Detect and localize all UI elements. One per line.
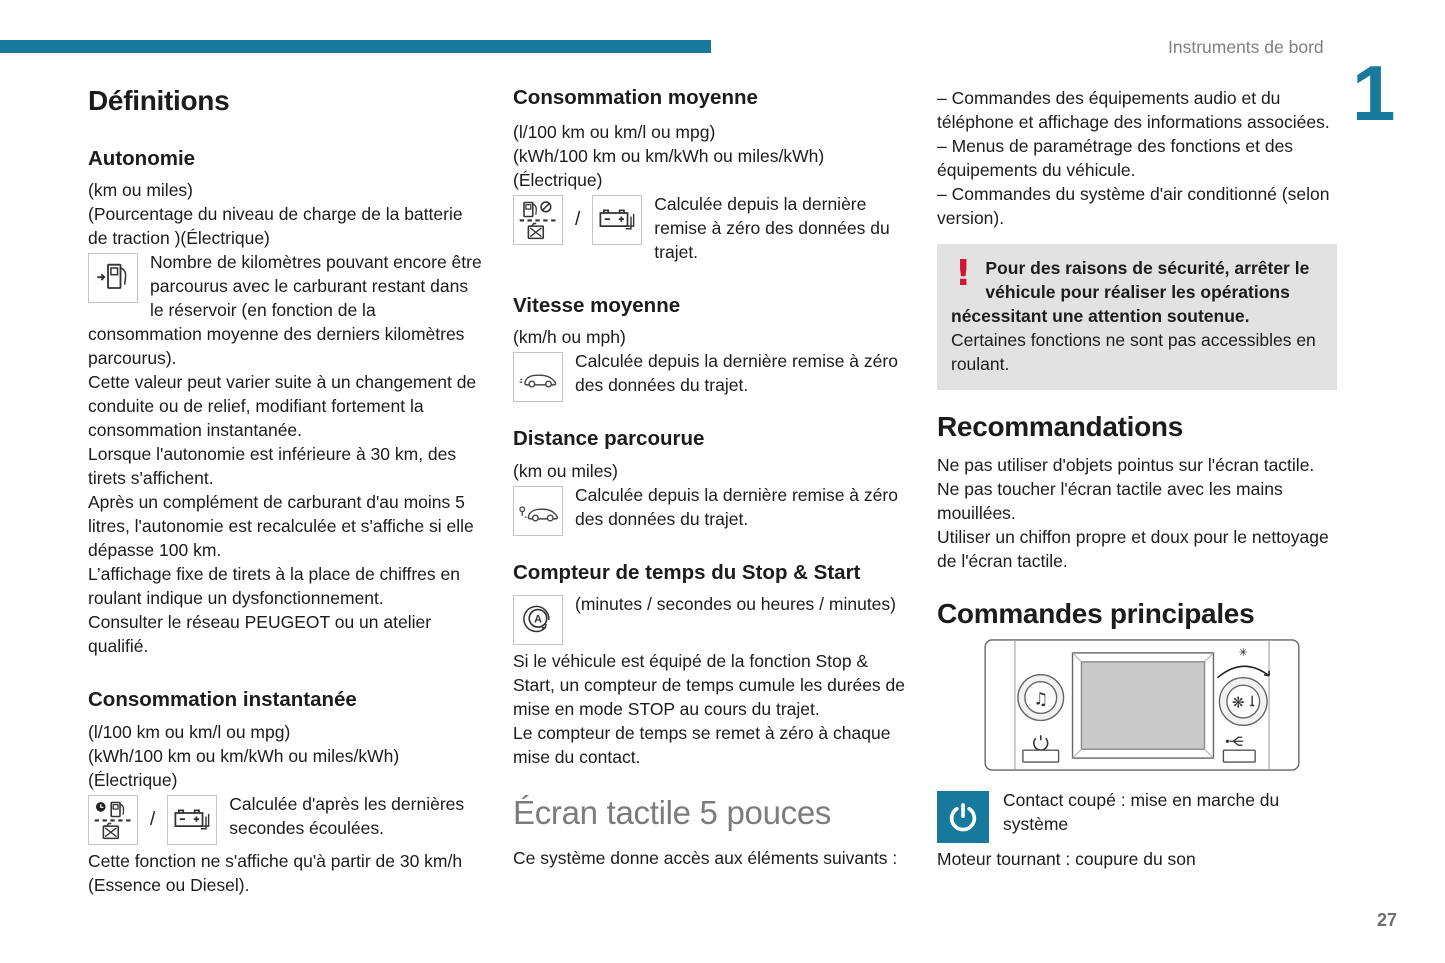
vitesse-icon-text: Calculée depuis la dernière remise à zéro des données du trajet. (575, 351, 898, 396)
autonomie-icon-text: Nombre de kilomètres pouvant encore être parcourus avec le carburant restant dans le réservoir (en fonction de la consommation moyenne des derniers kilomètres parcourus). (88, 252, 482, 369)
clock-fuel-jerrycan-icon (88, 795, 138, 845)
column-middle (513, 86, 913, 870)
conso-moy-icon-paragraph (513, 192, 913, 264)
ecran-tactile-intro: Ce système donne accès aux éléments suivants : (513, 847, 898, 868)
autonomie-para-4: L’affichage fixe de tirets à la place de chiffres en roulant indique un dysfonctionnement. (88, 564, 460, 609)
touchscreen-item-1: – Commandes des équipements audio et du téléphone et affichage des informations associées. (937, 88, 1330, 132)
conso-inst-icon-paragraph (88, 792, 484, 840)
conso-inst-units-3: (Électrique) (88, 769, 178, 790)
heading-autonomie: Autonomie (88, 146, 196, 170)
svg-text:✳: ✳ (1238, 645, 1248, 659)
section-title-recommandations: Recommandations (937, 411, 1183, 442)
power-icon (937, 791, 989, 843)
stop-start-para-1: Si le véhicule est équipé de la fonction Stop & Start, un compteur de temps cumule les durées de mise en mode STOP au cours du trajet. (513, 651, 906, 720)
running-header: Instruments de bord (1168, 37, 1324, 57)
autonomie-para-2: Lorsque l'autonomie est inférieure à 30 km, des tirets s'affichent. (88, 444, 457, 489)
distance-units: (km ou miles) (513, 460, 619, 481)
recommandation-1: Ne pas utiliser d'objets pointus sur l'écran tactile. (937, 454, 1315, 475)
heading-stop-start: Compteur de temps du Stop & Start (513, 560, 861, 584)
conso-moy-units-1: (l/100 km ou km/l ou mpg) (513, 121, 716, 142)
car-average-speed-icon (513, 352, 563, 402)
heading-conso-moyenne: Consommation moyenne (513, 86, 758, 109)
power-note (937, 788, 1337, 836)
svg-text:A: A (534, 613, 542, 626)
column-definitions (88, 86, 484, 897)
icon-separator: / (150, 808, 156, 830)
battery-stack-icon (167, 795, 217, 845)
autonomie-para-1: Cette valeur peut varier suite à un changement de conduite ou de relief, modifiant fortement la consommation instantanée. (88, 372, 477, 441)
conso-inst-footnote: Cette fonction ne s'affiche qu'à partir de 30 km/h (Essence ou Diesel). (88, 850, 463, 895)
stop-start-timer-icon (513, 595, 563, 645)
column-right (937, 86, 1337, 871)
power-note-line2: Moteur tournant : coupure du son (937, 848, 1196, 869)
warning-text: Certaines fonctions ne sont pas accessibles en roulant. (951, 330, 1316, 374)
vitesse-icon-paragraph (513, 349, 913, 397)
safety-warning-box (937, 244, 1337, 390)
recommandation-2: Ne pas toucher l'écran tactile avec les mains mouillées. (937, 478, 1283, 523)
fuel-zero-jerrycan-icon (513, 195, 563, 245)
autonomie-units-1: (km ou miles) (88, 180, 194, 201)
section-title-definitions: Définitions (88, 85, 230, 116)
conso-moy-units-3: (Électrique) (513, 169, 603, 190)
conso-inst-units-1: (l/100 km ou km/l ou mpg) (88, 721, 291, 742)
autonomie-para-5: Consulter le réseau PEUGEOT ou un atelier qualifié. (88, 612, 432, 657)
distance-icon-text: Calculée depuis la dernière remise à zéro des données du trajet. (575, 484, 898, 529)
car-distance-pin-icon (513, 486, 563, 536)
stop-start-icon-paragraph (513, 592, 913, 626)
page-number: 27 (1377, 910, 1398, 930)
warning-bold-text: Pour des raisons de sécurité, arrêter le véhicule pour réaliser les opérations nécessitant une attention soutenue. (951, 258, 1310, 326)
autonomie-para-3: Après un complément de carburant d'au moins 5 litres, l'autonomie est recalculée et s'affiche si elle dépasse 100 km. (88, 492, 474, 561)
stop-start-para-2: Le compteur de temps se remet à zéro à chaque mise du contact. (513, 723, 891, 768)
conso-inst-icon-text: Calculée d'après les dernières secondes écoulées. (229, 793, 465, 838)
recommandation-3: Utiliser un chiffon propre et doux pour le nettoyage de l'écran tactile. (937, 526, 1329, 571)
touchscreen-item-2: – Menus de paramétrage des fonctions et des équipements du véhicule. (937, 136, 1294, 180)
distance-icon-paragraph (513, 483, 913, 531)
stop-start-units: (minutes / secondes ou heures / minutes) (575, 594, 896, 615)
conso-moy-units-2: (kWh/100 km ou km/kWh ou miles/kWh) (513, 145, 825, 166)
heading-vitesse-moyenne: Vitesse moyenne (513, 293, 681, 317)
svg-text:❋: ❋ (1232, 693, 1245, 712)
fuel-pump-arrow-icon (88, 253, 138, 303)
autonomie-icon-paragraph (88, 250, 484, 370)
battery-stack-icon (592, 195, 642, 245)
warning-exclamation-icon: ! (955, 253, 972, 294)
svg-text:♫: ♫ (1033, 688, 1049, 709)
conso-inst-units-2: (kWh/100 km ou km/kWh ou miles/kWh) (88, 745, 400, 766)
vitesse-units: (km/h ou mph) (513, 327, 626, 348)
control-panel-illustration (983, 638, 1337, 778)
accent-top-bar (0, 40, 711, 53)
chapter-number: 1 (1352, 49, 1396, 137)
icon-separator: / (575, 208, 581, 230)
heading-conso-instantanee: Consommation instantanée (88, 688, 357, 712)
power-note-text: Contact coupé : mise en marche du système (1003, 789, 1280, 834)
heading-distance-parcourue: Distance parcourue (513, 427, 705, 451)
autonomie-units-2: (Pourcentage du niveau de charge de la batterie de traction )(Électrique) (88, 204, 463, 249)
section-title-commandes-principales: Commandes principales (937, 597, 1255, 629)
section-title-ecran-tactile: Écran tactile 5 pouces (513, 794, 832, 832)
touchscreen-item-3: – Commandes du système d'air conditionné (selon version). (937, 184, 1330, 228)
conso-moy-icon-text: Calculée depuis la dernière remise à zéro des données du trajet. (654, 193, 890, 262)
